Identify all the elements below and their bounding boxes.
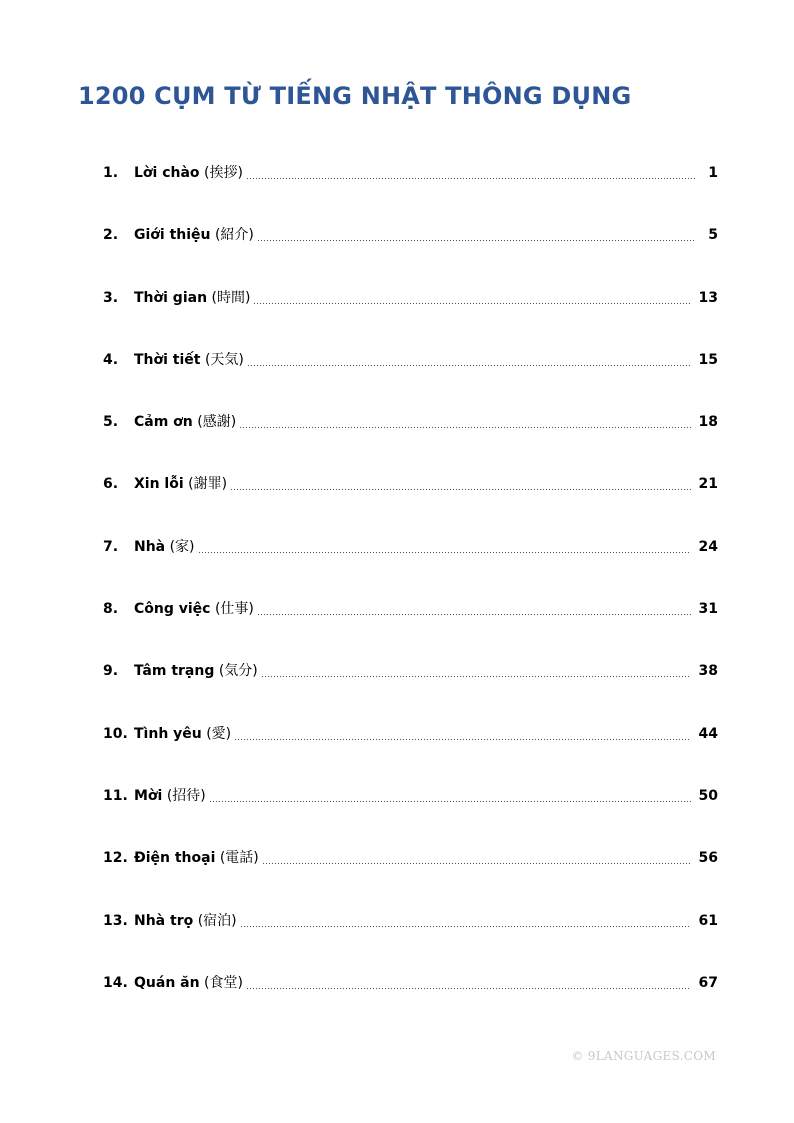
toc-entry-number: 10. xyxy=(103,725,128,742)
toc-entry[interactable] xyxy=(103,972,718,1034)
toc-entry-number: 13. xyxy=(103,912,128,929)
dot-leader xyxy=(230,483,690,491)
toc-entry-page: 24 xyxy=(698,538,718,555)
toc-entry[interactable] xyxy=(103,411,718,473)
dot-leader xyxy=(239,421,690,429)
toc-entry-number: 9. xyxy=(103,663,119,680)
toc-entry-number: 8. xyxy=(103,601,119,618)
toc-entry-page: 5 xyxy=(708,227,718,244)
toc-entry-page: 61 xyxy=(698,912,718,929)
table-of-contents xyxy=(103,162,718,1034)
toc-entry-page: 21 xyxy=(698,476,718,493)
toc-entry-number: 3. xyxy=(103,289,119,306)
toc-entry-title-vi: Nhà xyxy=(134,538,166,555)
toc-entry[interactable] xyxy=(103,162,718,224)
toc-entry-title-vi: Tâm trạng xyxy=(134,663,215,680)
toc-entry-title xyxy=(134,473,227,495)
toc-entry-title-vi: Quán ăn xyxy=(134,974,200,991)
toc-entry-title-vi: Thời tiết xyxy=(134,351,201,368)
toc-entry[interactable] xyxy=(103,224,718,286)
dot-leader xyxy=(247,359,691,367)
toc-entry-page: 44 xyxy=(698,725,718,742)
toc-entry[interactable] xyxy=(103,723,718,785)
dot-leader xyxy=(253,297,690,305)
toc-entry-title xyxy=(134,972,243,994)
dot-leader xyxy=(261,670,691,678)
toc-entry-title-vi: Công việc xyxy=(134,601,211,618)
toc-entry-title xyxy=(134,598,254,620)
toc-entry-title xyxy=(134,785,206,807)
dot-leader xyxy=(257,608,691,616)
dot-leader xyxy=(209,795,691,803)
toc-entry[interactable] xyxy=(103,785,718,847)
toc-entry-title xyxy=(134,349,244,371)
toc-entry-number: 2. xyxy=(103,227,119,244)
toc-entry-number: 5. xyxy=(103,414,119,431)
toc-entry-title xyxy=(134,847,259,869)
toc-entry-title xyxy=(134,411,236,433)
toc-entry-page: 38 xyxy=(698,663,718,680)
toc-entry[interactable] xyxy=(103,598,718,660)
toc-entry[interactable] xyxy=(103,349,718,411)
toc-entry-number: 1. xyxy=(103,165,119,181)
dot-leader xyxy=(198,546,691,554)
toc-entry-title-jp: (謝罪) xyxy=(188,476,228,493)
toc-entry-title-jp: (気分) xyxy=(218,663,258,680)
toc-entry-title-jp: (宿泊) xyxy=(197,912,237,929)
toc-entry-title-vi: Nhà trọ xyxy=(134,912,194,929)
toc-entry-title xyxy=(134,723,231,745)
toc-entry-title xyxy=(134,162,243,184)
toc-entry-title xyxy=(134,660,258,682)
toc-entry-title-jp: (招待) xyxy=(166,787,206,804)
toc-entry-number: 6. xyxy=(103,476,119,493)
dot-leader xyxy=(257,234,696,242)
toc-entry[interactable] xyxy=(103,536,718,598)
toc-entry-title-vi: Lời chào xyxy=(134,165,200,181)
toc-entry[interactable] xyxy=(103,847,718,909)
toc-entry-page: 50 xyxy=(698,787,718,804)
toc-entry[interactable] xyxy=(103,287,718,349)
document-title: 1200 CỤM TỪ TIẾNG NHẬT THÔNG DỤNG xyxy=(78,82,632,110)
toc-entry-title-vi: Mời xyxy=(134,787,163,804)
toc-entry-title xyxy=(134,224,254,246)
toc-entry-number: 11. xyxy=(103,787,128,804)
toc-entry-number: 4. xyxy=(103,351,119,368)
toc-entry-page: 1 xyxy=(708,165,718,181)
toc-entry-title-vi: Thời gian xyxy=(134,289,208,306)
dot-leader xyxy=(246,982,691,990)
dot-leader xyxy=(234,733,690,741)
toc-entry-title-vi: Điện thoại xyxy=(134,850,216,867)
toc-entry-title-jp: (電話) xyxy=(219,850,259,867)
dot-leader xyxy=(246,172,696,180)
toc-entry-title-vi: Tình yêu xyxy=(134,725,202,742)
dot-leader xyxy=(262,857,691,865)
toc-entry-page: 56 xyxy=(698,850,718,867)
toc-entry-page: 18 xyxy=(698,414,718,431)
toc-entry-page: 13 xyxy=(698,289,718,306)
toc-entry-title-jp: (挨拶) xyxy=(204,165,243,181)
dot-leader xyxy=(240,920,691,928)
toc-entry-number: 12. xyxy=(103,850,128,867)
toc-entry[interactable] xyxy=(103,473,718,535)
toc-entry-title-jp: (時間) xyxy=(211,289,251,306)
toc-entry-title-vi: Cảm ơn xyxy=(134,414,193,431)
toc-entry-page: 67 xyxy=(698,974,718,991)
toc-entry-title xyxy=(134,536,195,558)
toc-entry-title-vi: Giới thiệu xyxy=(134,227,211,244)
toc-entry-number: 14. xyxy=(103,974,128,991)
toc-entry-number: 7. xyxy=(103,538,119,555)
toc-entry-title-vi: Xin lỗi xyxy=(134,476,184,493)
toc-entry-title-jp: (仕事) xyxy=(214,601,254,618)
toc-entry[interactable] xyxy=(103,910,718,972)
toc-entry-title-jp: (天気) xyxy=(204,351,244,368)
toc-entry-title-jp: (紹介) xyxy=(214,227,254,244)
toc-entry-title xyxy=(134,910,237,932)
toc-entry-title xyxy=(134,287,250,309)
toc-entry-page: 31 xyxy=(698,601,718,618)
toc-entry-page: 15 xyxy=(698,351,718,368)
toc-entry-title-jp: (愛) xyxy=(206,725,232,742)
toc-entry-title-jp: (家) xyxy=(169,538,195,555)
toc-entry[interactable] xyxy=(103,660,718,722)
toc-entry-title-jp: (感謝) xyxy=(197,414,237,431)
toc-entry-title-jp: (食堂) xyxy=(204,974,243,991)
copyright-watermark: © 9LANGUAGES.COM xyxy=(571,1049,716,1063)
